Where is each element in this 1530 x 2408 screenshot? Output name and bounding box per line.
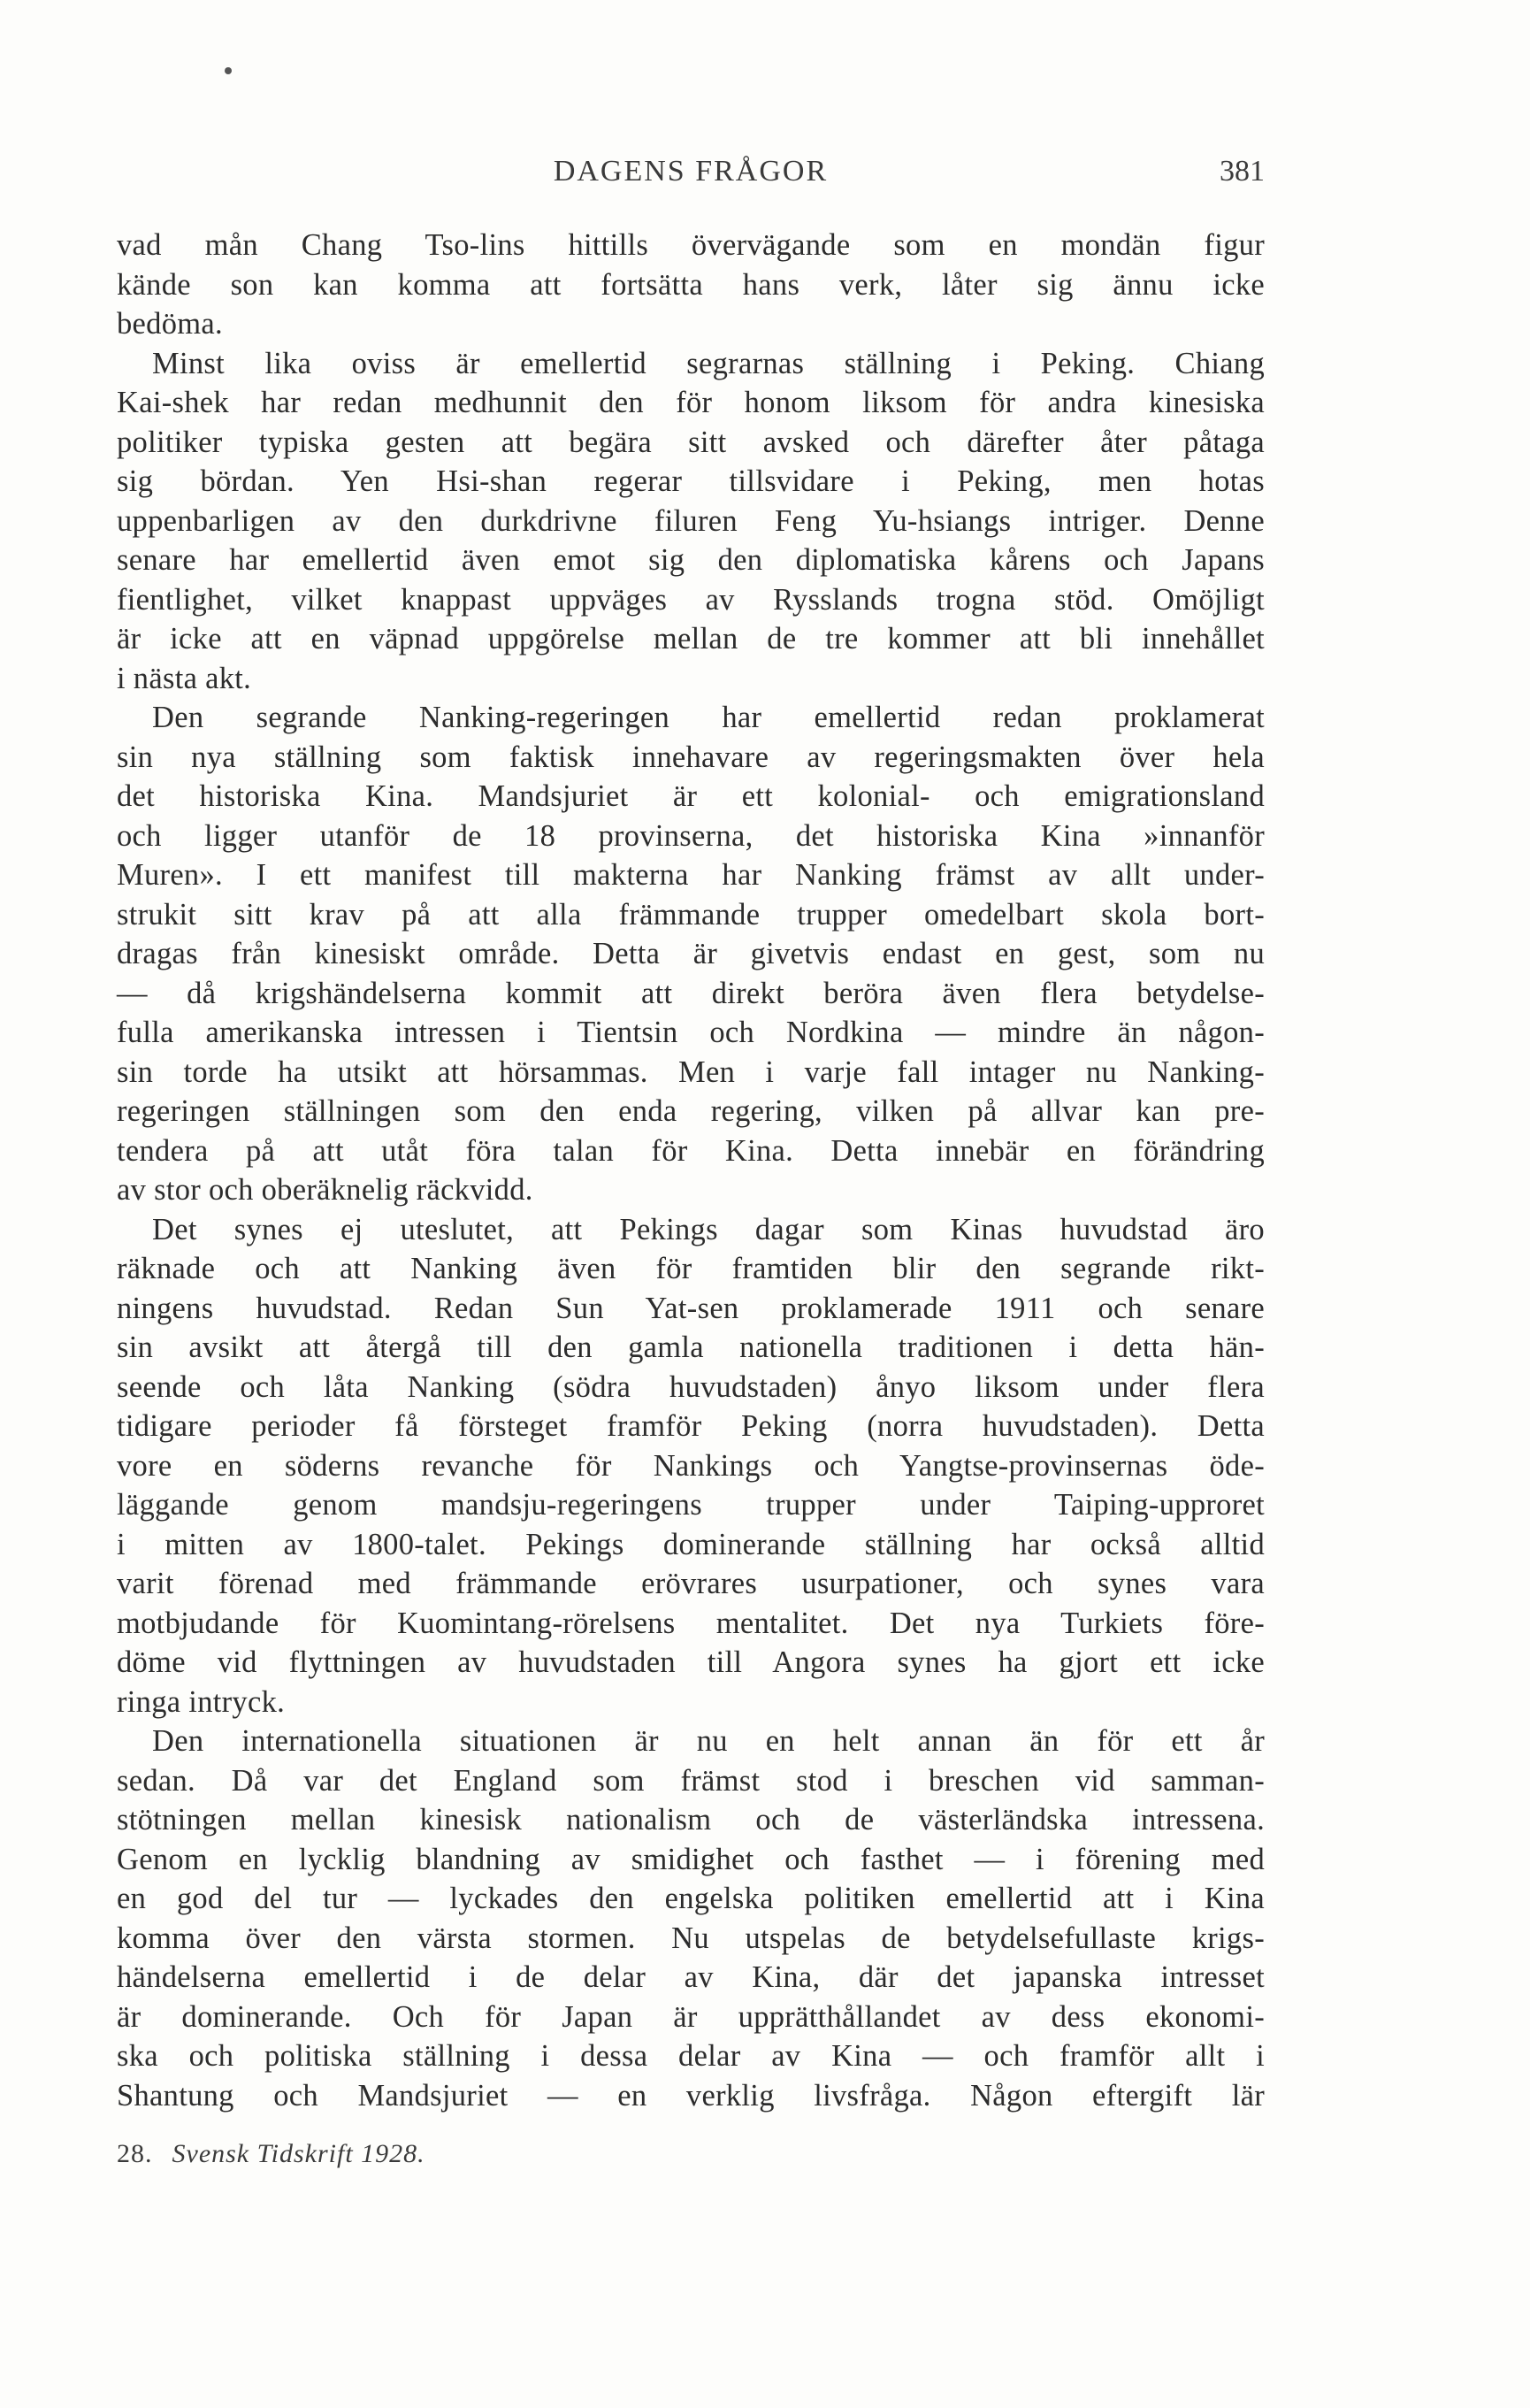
journal-title: Svensk Tidskrift 1928. <box>172 2139 425 2168</box>
text-line: varit förenad med främmande erövrares usurpationer, och synes vara <box>117 1567 1265 1600</box>
text-line: stötningen mellan kinesisk nationalism och de västerländska intressena. <box>117 1803 1265 1837</box>
text-line: är icke att en väpnad uppgörelse mellan de tre kommer att bli innehållet <box>117 622 1265 656</box>
text-line: uppenbarligen av den durkdrivne filuren Feng Yu-hsiangs intriger. Denne <box>117 503 1265 538</box>
print-speck <box>225 67 232 74</box>
text-line: Muren». I ett manifest till makterna har Nanking främst av allt under- <box>117 858 1265 892</box>
signature-mark: 28. <box>117 2139 153 2168</box>
body-text <box>117 226 1265 2115</box>
page-footer <box>117 2139 425 2169</box>
text-line: sedan. Då var det England som främst stod i breschen vid samman- <box>117 1763 1265 1798</box>
text-line: Den internationella situationen är nu en helt annan än för ett år <box>152 1724 1265 1758</box>
text-line: Genom en lycklig blandning av smidighet och fasthet — i förening med <box>117 1842 1265 1876</box>
text-line: sin avsikt att återgå till den gamla nationella traditionen i detta hän- <box>117 1331 1265 1364</box>
text-line: vad mån Chang Tso-lins hittills övervägande som en mondän figur <box>117 228 1265 262</box>
text-line: i nästa akt. <box>117 661 252 695</box>
text-line: läggande genom mandsju-regeringens trupper under Taiping-upproret <box>117 1488 1265 1522</box>
text-line: och ligger utanför de 18 provinserna, det historiska Kina »innanför <box>117 818 1265 853</box>
text-line: strukit sitt krav på att alla främmande trupper omedelbart skola bort- <box>117 897 1265 932</box>
text-line: vore en söderns revanche för Nankings och Yangtse-provinsernas öde- <box>117 1448 1265 1483</box>
text-line: ringa intryck. <box>117 1684 286 1719</box>
text-line: — då krigshändelserna kommit att direkt beröra även flera betydelse- <box>117 976 1265 1010</box>
text-line: dragas från kinesiskt område. Detta är givetvis endast en gest, som nu <box>117 937 1265 970</box>
text-line: räknade och att Nanking även för framtiden blir den segrande rikt- <box>117 1252 1265 1285</box>
text-line: sin nya ställning som faktisk innehavare av regeringsmakten över hela <box>117 740 1265 774</box>
text-line: Det synes ej uteslutet, att Pekings dagar som Kinas huvudstad äro <box>152 1212 1265 1246</box>
text-line: Shantung och Mandsjuriet — en verklig livsfråga. Någon eftergift lär <box>117 2078 1265 2113</box>
text-line: seende och låta Nanking (södra huvudstaden) ånyo liksom under flera <box>117 1369 1265 1404</box>
text-line: döme vid flyttningen av huvudstaden till Angora synes ha gjort ett icke <box>117 1645 1265 1679</box>
text-line: sin torde ha utsikt att hörsammas. Men i varje fall intager nu Nanking- <box>117 1054 1265 1089</box>
text-line: tidigare perioder få försteget framför Peking (norra huvudstaden). Detta <box>117 1409 1265 1443</box>
text-line: av stor och oberäknelig räckvidd. <box>117 1173 533 1207</box>
text-line: sig bördan. Yen Hsi-shan regerar tillsvidare i Peking, men hotas <box>117 464 1265 498</box>
text-line: bedöma. <box>117 307 223 341</box>
text-line: kände son kan komma att fortsätta hans verk, låter sig ännu icke <box>117 267 1265 302</box>
text-line: Den segrande Nanking-regeringen har emellertid redan proklamerat <box>152 701 1265 734</box>
page-header <box>117 155 1265 199</box>
text-line: komma över den värsta stormen. Nu utspelas de betydelsefullaste krigs- <box>117 1921 1265 1955</box>
text-line: fientlighet, vilket knappast uppväges av Rysslands trogna stöd. Omöjligt <box>117 582 1265 617</box>
text-line: ska och politiska ställning i dessa delar av Kina — och framför allt i <box>117 2039 1265 2073</box>
text-line: politiker typiska gesten att begära sitt avsked och därefter åter påtaga <box>117 425 1265 459</box>
text-line: tendera på att utåt föra talan för Kina. Detta innebär en förändring <box>117 1133 1265 1168</box>
running-head: DAGENS FRÅGOR <box>553 155 829 188</box>
text-line: senare har emellertid även emot sig den diplomatiska kårens och Japans <box>117 543 1265 577</box>
text-line: fulla amerikanska intressen i Tientsin och Nordkina — mindre än någon- <box>117 1016 1265 1049</box>
text-line: ningens huvudstad. Redan Sun Yat-sen proklamerade 1911 och senare <box>117 1291 1265 1325</box>
text-line: det historiska Kina. Mandsjuriet är ett kolonial- och emigrationsland <box>117 779 1265 813</box>
page-number: 381 <box>1220 155 1265 188</box>
text-line: regeringen ställningen som den enda regering, vilken på allvar kan pre- <box>117 1094 1265 1128</box>
text-line: motbjudande för Kuomintang-rörelsens mentalitet. Det nya Turkiets före- <box>117 1606 1265 1640</box>
text-line: Kai-shek har redan medhunnit den för honom liksom för andra kinesiska <box>117 386 1265 419</box>
text-line: är dominerande. Och för Japan är upprätthållandet av dess ekonomi- <box>117 1999 1265 2034</box>
text-line: händelserna emellertid i de delar av Kina, där det japanska intresset <box>117 1960 1265 1994</box>
text-line: en god del tur — lyckades den engelska politiken emellertid att i Kina <box>117 1882 1265 1915</box>
text-line: Minst lika oviss är emellertid segrarnas ställning i Peking. Chiang <box>152 346 1265 380</box>
text-line: i mitten av 1800-talet. Pekings dominerande ställning har också alltid <box>117 1527 1265 1561</box>
